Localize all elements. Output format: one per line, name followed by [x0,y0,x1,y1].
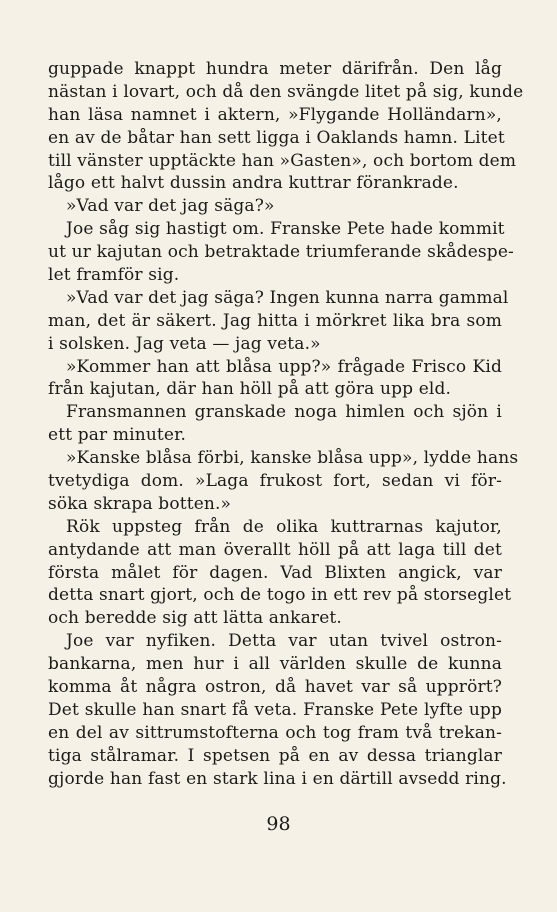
text-line: och beredde sig att lätta ankaret. [48,608,342,629]
text-line: antydande att man överallt höll på att laga till det [48,539,502,560]
text-line: Rök uppsteg från de olika kuttrarnas kajutor, [66,516,502,537]
text-line: i solsken. Jag veta — jag veta.» [48,333,321,354]
text-line: man, det är säkert. Jag hitta i mörkret lika bra som [48,310,502,331]
text-line: en av de båtar han sett ligga i Oaklands hamn. Litet [48,127,505,148]
text-line: söka skrapa botten.» [48,493,232,514]
text-line: Joe såg sig hastigt om. Franske Pete hade kommit [66,219,505,240]
text-line: Det skulle han snart få veta. Franske Pete lyfte upp [48,699,502,720]
text-line: komma åt några ostron, då havet var så upprört? [48,677,502,698]
text-line: en del av sittrumstofterna och tog fram två trekan- [48,722,502,743]
page-number: 98 [266,813,291,835]
text-line: lågo ett halvt dussin andra kuttrar förankrade. [48,173,459,194]
text-line: guppade knappt hundra meter därifrån. Den låg [48,59,502,79]
text-line: »Vad var det jag säga?» [66,196,275,217]
text-line: Joe var nyfiken. Detta var utan tvivel ostron- [66,631,502,652]
text-line: detta snart gjort, och de togo in ett rev på storseglet [48,585,512,606]
text-line: let framför sig. [48,265,180,286]
text-line: från kajutan, där han höll på att göra upp eld. [48,379,452,400]
text-line: han läsa namnet i aktern, »Flygande Holländarn», [48,104,502,125]
page-body [48,58,524,791]
text-line: »Kommer han att blåsa upp?» frågade Frisco Kid [66,356,502,377]
text-line: »Vad var det jag säga? Ingen kunna narra gammal [66,287,509,308]
text-line: »Kanske blåsa förbi, kanske blåsa upp», lydde hans [66,448,519,469]
text-line: gjorde han fast en stark lina i en därtill avsedd ring. [48,768,507,789]
text-line: tvetydiga dom. »Laga frukost fort, sedan vi för- [48,471,502,492]
text-line: ut ur kajutan och betraktade triumferande skådespe- [48,242,514,263]
text-line: Fransmannen granskade noga himlen och sjön i [66,402,502,423]
text-line: ett par minuter. [48,425,187,446]
text-line: första målet för dagen. Vad Blixten angick, var [48,562,502,583]
text-line: bankarna, men hur i all världen skulle de kunna [48,654,502,675]
text-line: nästan i lovart, och då den svängde litet på sig, kunde [48,81,524,102]
text-line: tiga stålramar. I spetsen på en av dessa trianglar [48,745,502,766]
text-line: till vänster upptäckte han »Gasten», och bortom dem [48,150,517,171]
